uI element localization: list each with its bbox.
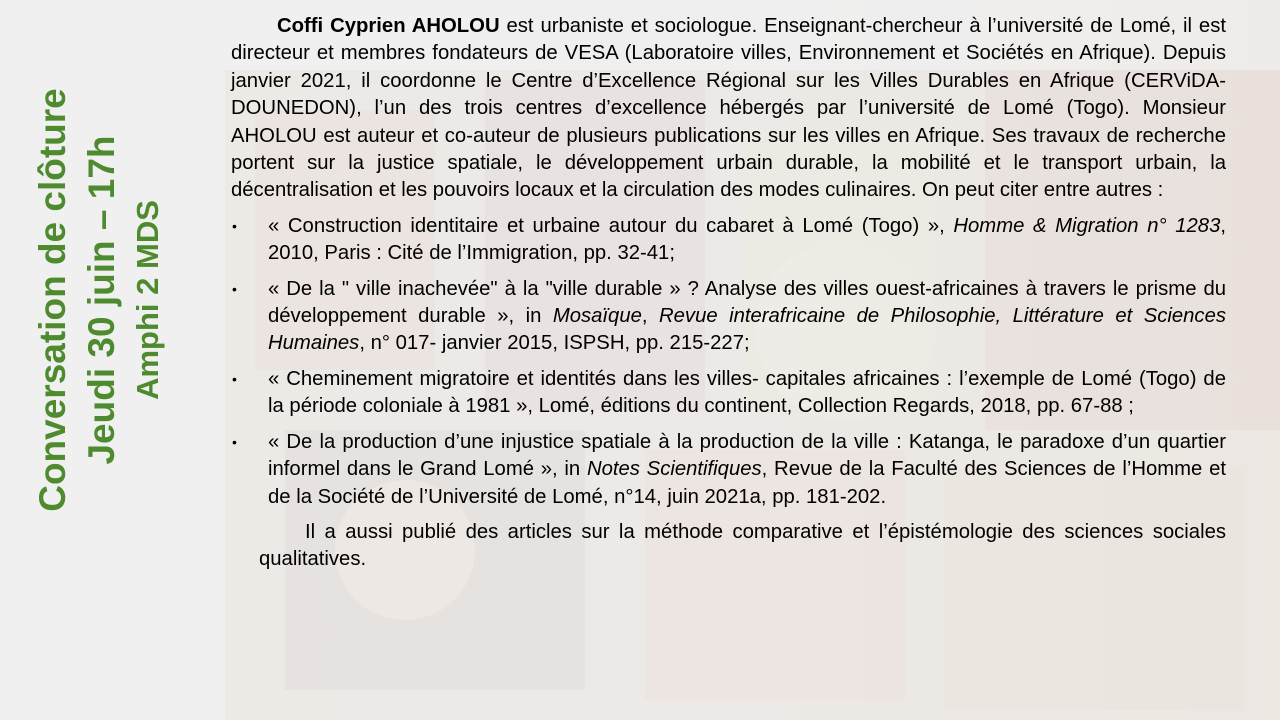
publication-separator: , <box>641 305 659 328</box>
event-datetime: Jeudi 30 juin – 17h <box>81 135 122 465</box>
publication-details: , Revue de la Faculté des Sciences de l’Homme et de la Société de l’Université de Lomé, n°14, juin 2021a, pp. 181-202. <box>268 458 1226 508</box>
publication-journal: Homme & Migration n° 1283 <box>953 214 1221 237</box>
list-item <box>231 366 1226 421</box>
bio-outro-paragraph: Il a aussi publié des articles sur la méthode comparative et l’épistémologie des sciences sociales qualitatives. <box>259 520 1226 571</box>
event-location: Amphi 2 MDS <box>130 200 165 400</box>
publication-text: « Cheminement migratoire et identités dans les villes- capitales africaines : l’exemple de Lomé (Togo) de la période coloniale à 1981 », Lomé, éditions du continent, Collection Regards, 2018, pp. 67-88 ; <box>268 367 1226 418</box>
publication-details: , 2010, Paris : Cité de l’Immigration, pp. 32-41; <box>268 214 1226 265</box>
publication-journal-subtitle: Revue interafricaine de Philosophie, Littérature et Sciences Humaines <box>268 305 1226 355</box>
publication-text: « De la production d’une injustice spatiale à la production de la ville : Katanga, le paradoxe d’un quartier informel dans le Grand Lomé », in <box>268 430 1226 481</box>
bullet-icon: • <box>232 217 237 234</box>
bio-intro-text: est urbaniste et sociologue. Enseignant-chercheur à l’université de Lomé, il est directeur et membres fondateurs de VESA (Laboratoire villes, Environnement et Sociétés en Afrique). Depuis janvier 2021, il coordonne le Centre d’Excellence Régional sur les Villes Durables en Afrique (CERViDA-DOUNEDON), l’un des trois centres d’excellence hébergés par l’université de Lomé (Togo). Monsieur AHOLOU est auteur et co-auteur de plusieurs publications sur les villes en Afrique. Ses travaux de recherche portent sur la justice spatiale, le développement urbain durable, la mobilité et le transport urbain, la décentralisation et les pouvoirs locaux et la circulation des modes culinaires. On peut citer entre autres : <box>231 15 1226 202</box>
publication-journal: Notes Scientifiques <box>586 458 762 481</box>
publication-text: « De la " ville inachevée" à la "ville durable » ? Analyse des villes ouest-africaines à travers le prisme du développement durable », in <box>268 277 1226 328</box>
bullet-icon: • <box>232 433 237 450</box>
list-item <box>231 213 1226 268</box>
list-item <box>231 429 1226 511</box>
publication-text: « Construction identitaire et urbaine autour du cabaret à Lomé (Togo) », <box>268 214 954 237</box>
event-title: Conversation de clôture <box>32 88 73 512</box>
bullet-icon: • <box>232 370 237 387</box>
bio-content <box>231 13 1226 574</box>
bullet-icon: • <box>232 280 237 297</box>
list-item <box>231 276 1226 358</box>
side-title <box>28 40 170 560</box>
publication-journal: Mosaïque <box>552 305 642 328</box>
publications-list <box>231 213 1226 511</box>
bio-intro-paragraph <box>231 13 1226 205</box>
speaker-name: Coffi Cyprien AHOLOU <box>277 15 500 37</box>
publication-details: , n° 017- janvier 2015, ISPSH, pp. 215-227; <box>359 332 750 355</box>
